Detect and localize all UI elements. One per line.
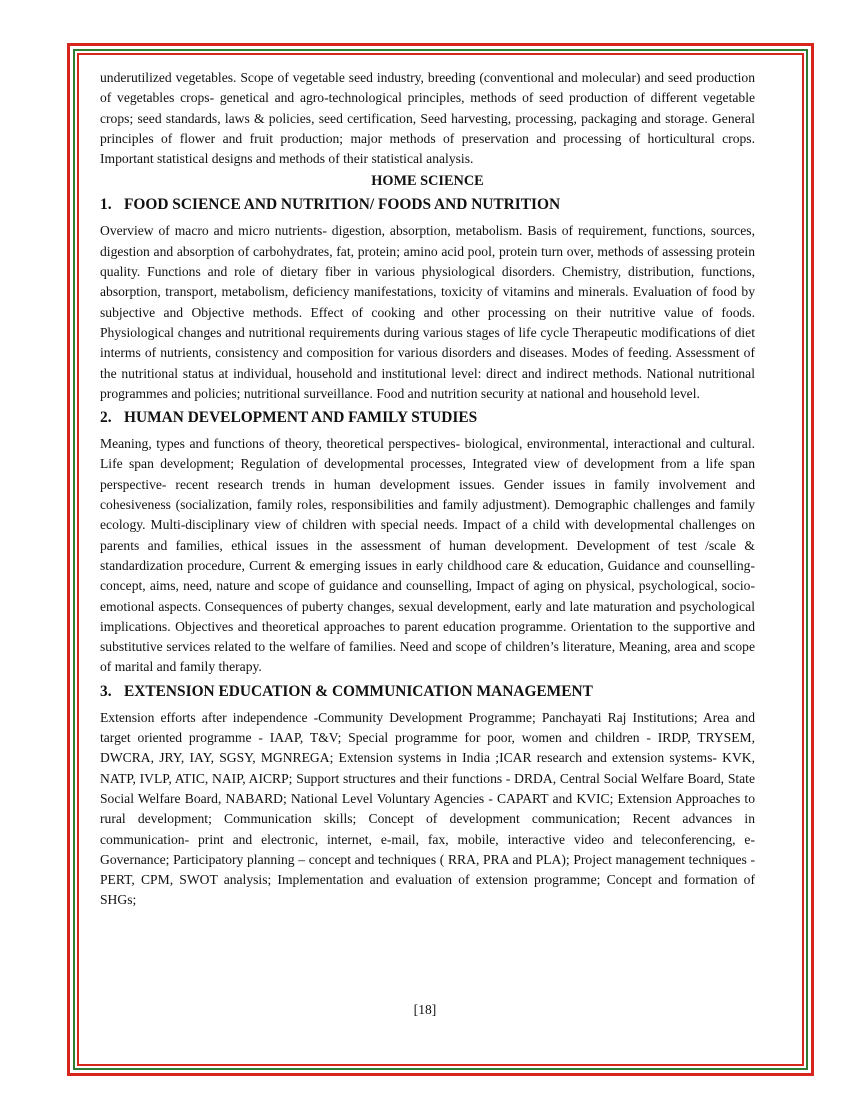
section-body-2: Meaning, types and functions of theory, theoretical perspectives- biological, environmental, interactional and cultural. Life span development; Regulation of developmental processes, Integrated view of development from a life span perspective- recent research trends in human development issues. Gender issues in family involvement and cohesiveness (socialization, family roles, responsibilities and family adjustment). Demographic challenges and family ecology. Multi-disciplinary view of children with special needs. Impact of a child with developmental challenges on parents and families, ethical issues in the assessment of human development. Development of test /scale & standardization procedure, Current & emerging issues in early childhood care & education, Guidance and counselling- concept, aims, need, nature and scope of guidance and counselling, Impact of aging on physical, psychological, socio-emotional aspects. Consequences of puberty changes, sexual development, early and late maturation and psychological implications. Objectives and theoretical approaches to parent education programme. Orientation to the supportive and substitutive services related to the welfare of families. Need and scope of children’s literature, Meaning, area and scope of marital and family therapy.: [100, 436, 755, 675]
section-number: 1.: [100, 196, 112, 214]
section-title: FOOD SCIENCE AND NUTRITION/ FOODS AND NUTRITION: [124, 196, 561, 214]
section-body-1: Overview of macro and micro nutrients- digestion, absorption, metabolism. Basis of requirement, functions, sources, digestion and absorption of carbohydrates, fat, protein; amino acid pool, protein turn over, methods of assessing protein quality. Functions and role of dietary fiber in various physiological disorders. Chemistry, distribution, functions, absorption, transport, metabolism, deficiency manifestations, toxicity of vitamins and minerals. Evaluation of food by subjective and Objective methods. Effect of cooking and other processing on their nutritive value of foods. Physiological changes and nutritional requirements during various stages of life cycle Therapeutic modifications of diet interms of nutrients, consistency and composition for various disorders and diseases. Modes of feeding. Assessment of the nutritional status at individual, household and institutional level: direct and indirect methods. National nutritional programmes and policies; nutritional surveillance. Food and nutrition security at national and household level.: [100, 223, 755, 401]
intro-paragraph: underutilized vegetables. Scope of vegetable seed industry, breeding (conventional and molecular) and seed production of vegetables crops- genetical and agro-technological principles, methods of seed production of different vegetable crops; seed standards, laws & policies, seed certification, Seed harvesting, processing, packaging and storage. General principles of flower and fruit production; major methods of preservation and processing of horticultural crops. Important statistical designs and methods of their statistical analysis.: [100, 70, 755, 167]
section-heading-1: [100, 195, 755, 215]
section-title: HUMAN DEVELOPMENT AND FAMILY STUDIES: [124, 409, 478, 427]
section-number: 3.: [100, 682, 112, 700]
main-heading: HOME SCIENCE: [371, 173, 484, 190]
page-content: [100, 68, 755, 911]
section-body-3: Extension efforts after independence -Community Development Programme; Panchayati Raj Institutions; Area and target oriented programme - IAAP, T&V; Special programme for poor, women and children - IRDP, TRYSEM, DWCRA, JRY, IAY, SGSY, MGNREGA; Extension systems in India ;ICAR research and extension systems- KVK, NATP, IVLP, ATIC, NAIP, AICRP; Support structures and their functions - DRDA, Central Social Welfare Board, State Social Welfare Board, NABARD; National Level Voluntary Agencies - CAPART and KVIC; Extension Approaches to rural development; Communication skills; Concept of development communication; Recent advances in communication- print and electronic, internet, e-mail, fax, mobile, interactive video and teleconferencing, e-Governance; Participatory planning – concept and techniques ( RRA, PRA and PLA); Project management techniques - PERT, CPM, SWOT analysis; Implementation and evaluation of extension programme; Concept and formation of SHGs;: [100, 709, 755, 908]
section-heading-2: [100, 408, 755, 428]
section-number: 2.: [100, 409, 112, 427]
section-heading-3: [100, 682, 755, 702]
page-number: [18]: [413, 1002, 437, 1017]
section-title: EXTENSION EDUCATION & COMMUNICATION MANAGEMENT: [124, 682, 593, 700]
